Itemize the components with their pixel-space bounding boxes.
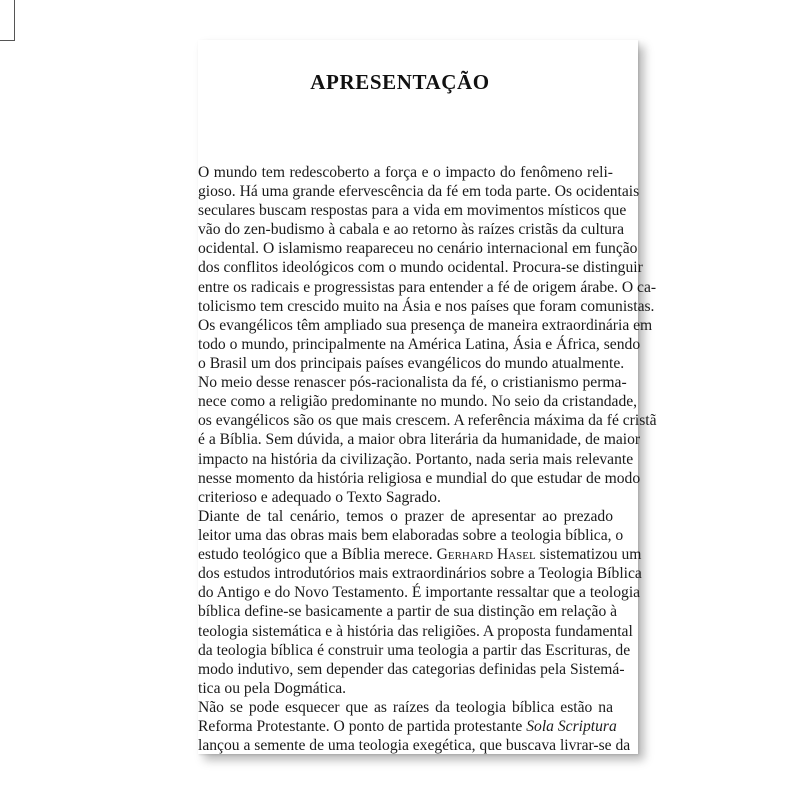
text-line-with-italic (173, 717, 617, 736)
text-line: tica ou pela Dogmática. (198, 679, 347, 697)
text-line: tolicismo tem crescido muito na Ásia e nos países que foram comunistas. (198, 297, 655, 315)
text-line: todo o mundo, principalmente na América Latina, Ásia e África, sendo (198, 335, 641, 353)
paragraph-4 (173, 698, 631, 755)
text-line: é a Bíblia. Sem dúvida, a maior obra literária da humanidade, de maior (198, 431, 641, 449)
text-line: lançou a semente de uma teologia exegética, que buscava livrar-se da (198, 737, 631, 755)
text-line: do Antigo e do Novo Testamento. É importante ressaltar que a teologia (198, 584, 641, 602)
text-line: No meio desse renascer pós-racionalista da fé, o cristianismo perma- (198, 374, 627, 392)
text-line: Diante de tal cenário, temos o prazer de apresentar ao prezado (198, 507, 613, 525)
text-line: impacto na história da civilização. Portanto, nada seria mais relevante (198, 450, 634, 468)
text-line: entre os radicais e progressistas para entender a fé de origem árabe. O ca- (198, 278, 657, 296)
paragraph-2 (173, 373, 657, 507)
text-line: nesse momento da história religiosa e mundial do que estudar de modo (198, 469, 641, 487)
body-text (173, 163, 657, 755)
text-line: Não se pode esquecer que as raízes da teologia bíblica estão na (198, 699, 613, 717)
corner-crop-mark (0, 0, 15, 41)
text-line: o Brasil um dos principais países evangélicos do mundo atualmente. (198, 354, 625, 372)
text-line: vão do zen-budismo à cabala e ao retorno às raízes cristãs da cultura (198, 221, 625, 239)
paragraph-1 (173, 163, 657, 373)
text-line: dos estudos introdutórios mais extraordinários sobre a Teologia Bíblica (198, 565, 642, 583)
text-line: os evangélicos são os que mais crescem. A referência máxima da fé cristã (198, 412, 657, 430)
text-line: criterioso e adequado o Texto Sagrado. (198, 488, 441, 506)
text-segment: sistematizou um (535, 546, 642, 564)
text-line: bíblica define-se basicamente a partir de sua distinção em relação à (198, 603, 618, 621)
text-line: gioso. Há uma grande efervescência da fé em toda parte. Os ocidentais (198, 183, 640, 201)
author-name: Gerhard Hasel (436, 546, 536, 564)
text-line: leitor uma das obras mais bem elaboradas sobre a teologia bíblica, o (198, 527, 624, 545)
text-line: O mundo tem redescoberto a força e o impacto do fenômeno reli- (198, 164, 613, 181)
text-line: modo indutivo, sem depender das categorias definidas pela Sistemá- (198, 660, 625, 678)
text-line-with-author (173, 545, 642, 564)
paragraph-3 (173, 507, 642, 698)
text-segment: estudo teológico que a Bíblia merece. (198, 546, 437, 564)
text-line: nece como a religião predominante no mundo. No seio da cristandade, (198, 393, 638, 411)
text-line: dos conflitos ideológicos com o mundo ocidental. Procura-se distinguir (198, 259, 643, 277)
text-line: ocidental. O islamismo reapareceu no cenário internacional em função (198, 240, 638, 258)
italic-phrase: Sola Scriptura (526, 718, 617, 736)
text-line: teologia sistemática e à história das religiões. A proposta fundamental (198, 622, 633, 640)
text-segment: Reforma Protestante. O ponto de partida protestante (198, 718, 527, 736)
page-title: APRESENTAÇÃO (310, 70, 490, 94)
text-line: da teologia bíblica é construir uma teologia a partir das Escrituras, de (198, 641, 631, 659)
text-line: Os evangélicos têm ampliado sua presença de maneira extraordinária em (198, 316, 653, 334)
text-line: seculares buscam respostas para a vida em movimentos místicos que (198, 202, 627, 220)
